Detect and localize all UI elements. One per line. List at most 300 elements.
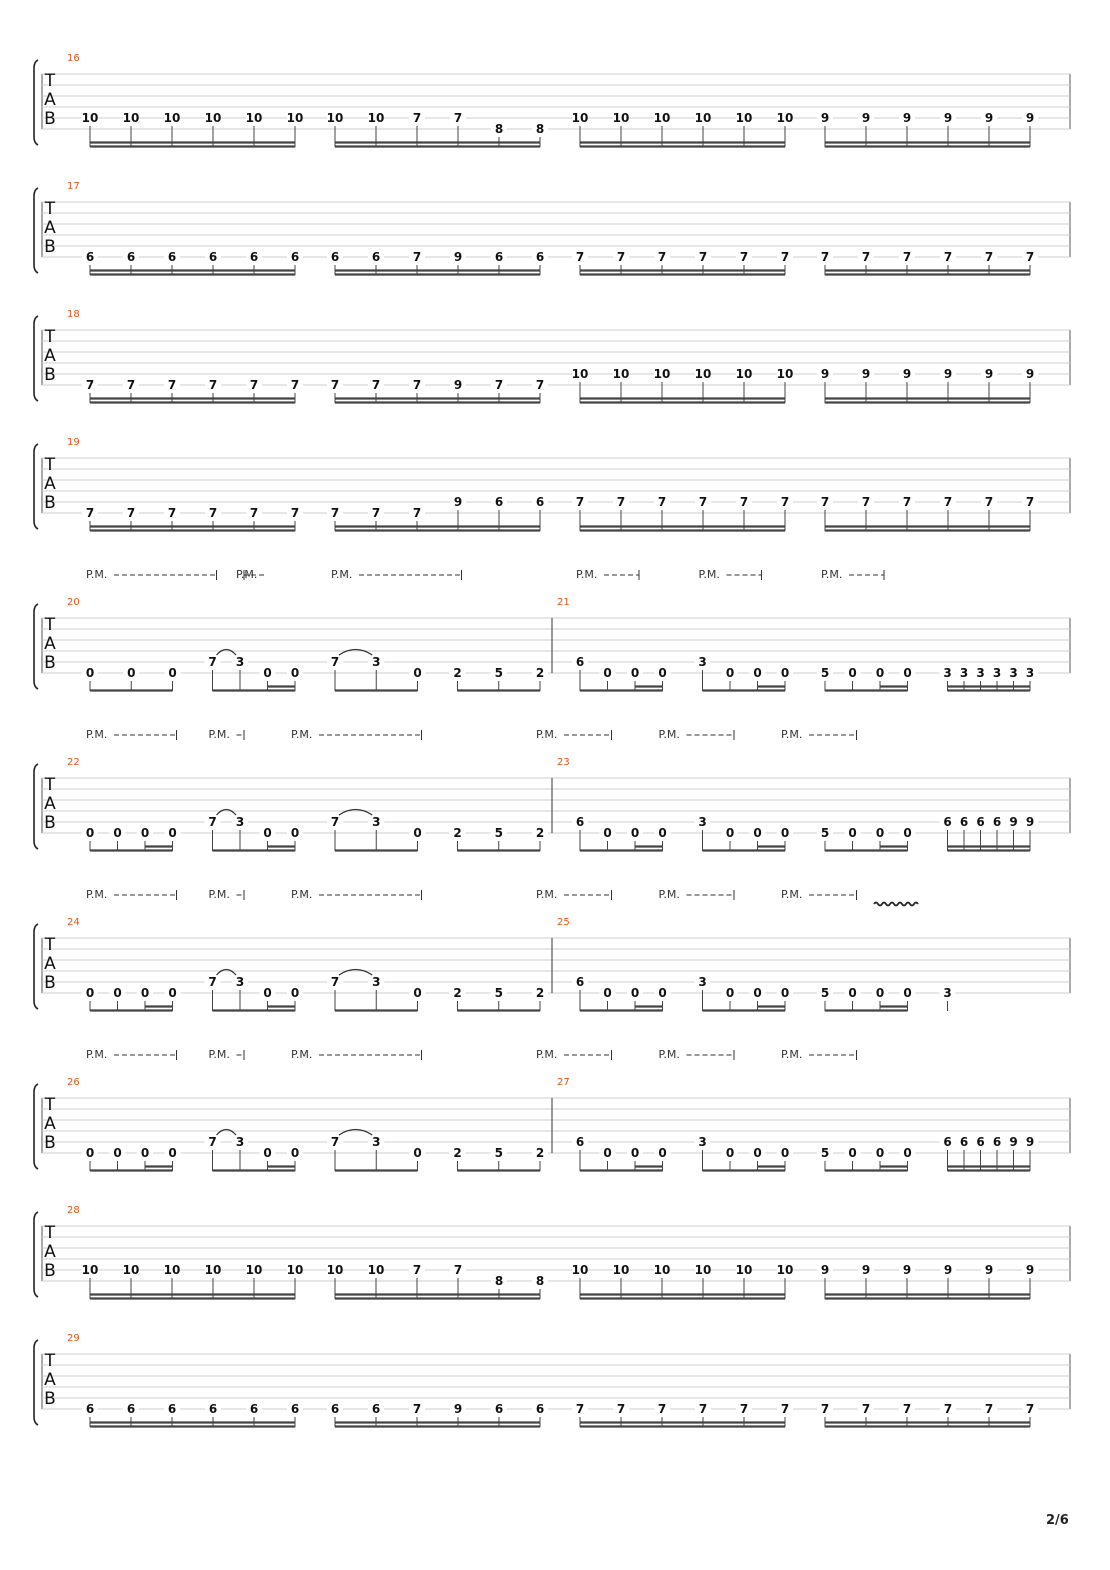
fret-number: 3 [1025,666,1035,680]
fret-number: 0 [413,666,422,680]
fret-number: 7 [412,250,422,264]
fret-number: 0 [85,986,95,1000]
system-bracket [34,444,38,529]
fret-number: 7 [575,250,585,264]
fret-number: 6 [494,250,504,264]
palm-mute-label: P.M. [236,568,258,581]
fret-number: 8 [535,122,545,136]
fret-number: 5 [820,666,830,680]
fret-number: 5 [820,826,830,840]
tie-arc [217,810,237,816]
tab-clef-letter: A [44,954,56,974]
fret-number: 0 [140,1146,150,1160]
tab-clef-letter: B [44,813,56,833]
measure-number: 17 [67,181,80,192]
fret-number: 3 [943,986,952,1000]
fret-number: 0 [85,666,95,680]
fret-number: 7 [616,495,626,509]
fret-number: 10 [571,367,589,381]
fret-number: 7 [657,250,667,264]
fret-number: 7 [412,506,422,520]
tab-clef-letter: A [44,1370,56,1390]
tab-clef-letter: B [44,109,56,129]
fret-number: 7 [861,495,871,509]
fret-number: 8 [535,1274,545,1288]
fret-number: 6 [535,250,545,264]
fret-number: 7 [330,655,340,669]
fret-number: 9 [984,367,994,381]
fret-number: 3 [1009,666,1018,680]
fret-number: 3 [976,666,985,680]
palm-mute-label: P.M. [208,728,230,741]
fret-number: 7 [780,495,790,509]
fret-number: 3 [235,975,245,989]
fret-number: 6 [976,1135,985,1149]
fret-number: 3 [372,815,381,829]
fret-number: 0 [413,1146,422,1160]
palm-mute-label: P.M. [291,1048,313,1061]
fret-number: 9 [861,111,871,125]
fret-number: 0 [263,1146,272,1160]
system-bracket [34,316,38,401]
tie-arc [339,810,372,816]
fret-number: 7 [85,378,95,392]
fret-number: 7 [575,495,585,509]
fret-number: 9 [984,111,994,125]
fret-number: 6 [959,1135,969,1149]
fret-number: 10 [81,1263,99,1277]
fret-number: 9 [1009,1135,1018,1149]
fret-number: 7 [494,378,504,392]
fret-number: 10 [122,1263,140,1277]
system-bracket [34,60,38,145]
fret-number: 0 [753,1146,762,1160]
tab-clef-letter: B [44,1133,56,1153]
fret-number: 0 [903,986,912,1000]
vibrato-mark [874,903,918,906]
fret-number: 10 [122,111,140,125]
fret-number: 10 [571,111,589,125]
fret-number: 7 [1025,495,1035,509]
fret-number: 9 [1025,1135,1035,1149]
fret-number: 6 [992,815,1002,829]
fret-number: 0 [413,826,422,840]
fret-number: 10 [367,1263,385,1277]
tie-arc [339,970,372,976]
tab-clef-letter: B [44,365,56,385]
fret-number: 7 [616,250,626,264]
fret-number: 9 [943,111,953,125]
tab-clef-letter: A [44,474,56,494]
measure-number: 16 [67,53,80,64]
fret-number: 6 [494,495,504,509]
fret-number: 3 [698,655,707,669]
fret-number: 7 [861,1402,871,1416]
tie-arc [217,970,237,976]
fret-number: 9 [861,1263,871,1277]
palm-mute-label: P.M. [698,568,720,581]
fret-number: 0 [875,1146,885,1160]
fret-number: 0 [753,666,762,680]
fret-number: 0 [658,986,667,1000]
fret-number: 6 [943,1135,952,1149]
tab-clef-letter: A [44,1114,56,1134]
fret-number: 7 [330,1135,340,1149]
fret-number: 3 [235,815,245,829]
fret-number: 7 [739,1402,749,1416]
fret-number: 6 [976,815,985,829]
fret-number: 7 [943,250,953,264]
fret-number: 0 [168,1146,177,1160]
fret-number: 7 [208,815,217,829]
fret-number: 6 [126,250,136,264]
fret-number: 9 [943,1263,953,1277]
fret-number: 0 [780,986,790,1000]
fret-number: 7 [208,378,218,392]
fret-number: 2 [453,1146,462,1160]
fret-number: 7 [535,378,545,392]
tab-clef-letter: T [44,1223,56,1243]
tab-clef-letter: T [44,455,56,475]
fret-number: 6 [371,250,381,264]
fret-number: 0 [725,1146,735,1160]
fret-number: 3 [943,666,952,680]
palm-mute-label: P.M. [208,1048,230,1061]
fret-number: 6 [535,1402,545,1416]
palm-mute-label: P.M. [208,888,230,901]
fret-number: 0 [168,666,177,680]
tab-clef-letter: T [44,935,56,955]
fret-number: 7 [208,975,217,989]
fret-number: 3 [372,975,381,989]
fret-number: 7 [371,506,381,520]
tab-clef-letter: T [44,1351,56,1371]
measure-number: 29 [67,1333,80,1344]
fret-number: 7 [943,495,953,509]
fret-number: 0 [780,666,790,680]
fret-number: 9 [1025,111,1035,125]
fret-number: 7 [820,495,830,509]
system-bracket [34,1212,38,1297]
palm-mute-label: P.M. [536,728,558,741]
fret-number: 0 [658,826,667,840]
fret-number: 6 [330,250,340,264]
fret-number: 8 [494,122,504,136]
fret-number: 7 [453,111,463,125]
fret-number: 7 [371,378,381,392]
fret-number: 10 [326,1263,344,1277]
tie-arc [339,1130,372,1136]
tab-clef-letter: T [44,71,56,91]
system-bracket [34,604,38,689]
fret-number: 2 [453,666,462,680]
fret-number: 0 [875,986,885,1000]
fret-number: 9 [1025,367,1035,381]
palm-mute-label: P.M. [291,888,313,901]
fret-number: 7 [984,250,994,264]
fret-number: 9 [453,1402,463,1416]
fret-number: 0 [848,1146,857,1160]
palm-mute-label: P.M. [821,568,843,581]
fret-number: 7 [780,250,790,264]
fret-number: 7 [902,495,912,509]
fret-number: 2 [453,986,462,1000]
measure-number: 20 [67,597,80,608]
fret-number: 0 [263,826,272,840]
fret-number: 10 [612,1263,630,1277]
fret-number: 7 [167,506,177,520]
tab-clef-letter: A [44,346,56,366]
fret-number: 0 [140,826,150,840]
fret-number: 2 [453,826,462,840]
fret-number: 2 [535,826,545,840]
fret-number: 0 [780,826,790,840]
measure-number: 19 [67,437,80,448]
fret-number: 7 [1025,1402,1035,1416]
palm-mute-label: P.M. [781,728,803,741]
fret-number: 9 [1025,815,1035,829]
fret-number: 3 [698,1135,707,1149]
fret-number: 0 [603,1146,612,1160]
tab-clef-letter: B [44,1389,56,1409]
fret-number: 9 [1025,1263,1035,1277]
fret-number: 6 [167,250,177,264]
fret-number: 0 [630,986,640,1000]
tab-clef-letter: A [44,1242,56,1262]
palm-mute-label: P.M. [658,888,680,901]
fret-number: 10 [735,111,753,125]
fret-number: 2 [535,666,545,680]
fret-number: 0 [290,666,300,680]
fret-number: 0 [603,666,612,680]
fret-number: 10 [735,367,753,381]
fret-number: 10 [653,367,671,381]
fret-number: 10 [245,1263,263,1277]
tab-clef-letter: T [44,199,56,219]
fret-number: 7 [126,378,136,392]
fret-number: 9 [453,378,463,392]
tab-clef-letter: A [44,90,56,110]
fret-number: 0 [630,1146,640,1160]
fret-number: 6 [575,815,585,829]
fret-number: 7 [698,250,708,264]
fret-number: 3 [959,666,969,680]
fret-number: 9 [943,367,953,381]
fret-number: 7 [616,1402,626,1416]
fret-number: 6 [959,815,969,829]
fret-number: 10 [694,111,712,125]
fret-number: 6 [494,1402,504,1416]
fret-number: 9 [820,1263,830,1277]
fret-number: 7 [698,495,708,509]
fret-number: 6 [575,1135,585,1149]
fret-number: 9 [902,111,912,125]
tab-clef-letter: T [44,327,56,347]
tab-clef-letter: B [44,237,56,257]
fret-number: 10 [571,1263,589,1277]
fret-number: 7 [330,378,340,392]
fret-number: 0 [658,1146,667,1160]
fret-number: 0 [875,826,885,840]
fret-number: 7 [208,1135,217,1149]
fret-number: 10 [776,111,794,125]
fret-number: 3 [698,815,707,829]
fret-number: 10 [694,367,712,381]
fret-number: 3 [372,655,381,669]
fret-number: 0 [603,986,612,1000]
fret-number: 0 [753,986,762,1000]
fret-number: 10 [367,111,385,125]
measure-number: 26 [67,1077,80,1088]
fret-number: 9 [820,367,830,381]
measure-number: 28 [67,1205,80,1216]
fret-number: 2 [535,986,545,1000]
fret-number: 10 [163,111,181,125]
fret-number: 0 [725,826,735,840]
fret-number: 7 [85,506,95,520]
fret-number: 10 [735,1263,753,1277]
palm-mute-label: P.M. [576,568,598,581]
fret-number: 5 [494,1146,503,1160]
palm-mute-label: P.M. [658,728,680,741]
fret-number: 7 [657,1402,667,1416]
page-number: 2/6 [1046,1513,1069,1528]
fret-number: 10 [286,1263,304,1277]
measure-number: 25 [557,917,570,928]
tab-clef-letter: A [44,794,56,814]
fret-number: 7 [330,815,340,829]
fret-number: 0 [85,826,95,840]
fret-number: 10 [653,111,671,125]
fret-number: 5 [820,986,830,1000]
fret-number: 6 [167,1402,177,1416]
tie-arc [217,650,237,656]
fret-number: 7 [984,495,994,509]
fret-number: 0 [725,666,735,680]
fret-number: 0 [290,1146,300,1160]
tab-clef-letter: A [44,218,56,238]
palm-mute-label: P.M. [781,1048,803,1061]
palm-mute-label: P.M. [536,888,558,901]
fret-number: 8 [494,1274,504,1288]
fret-number: 0 [263,666,272,680]
fret-number: 7 [208,506,218,520]
fret-number: 7 [575,1402,585,1416]
palm-mute-label: P.M. [86,1048,108,1061]
fret-number: 9 [902,367,912,381]
fret-number: 0 [903,1146,912,1160]
fret-number: 7 [330,506,340,520]
fret-number: 6 [85,1402,95,1416]
fret-number: 7 [126,506,136,520]
fret-number: 7 [820,250,830,264]
palm-mute-label: P.M. [781,888,803,901]
fret-number: 3 [698,975,707,989]
fret-number: 9 [861,367,871,381]
system-bracket [34,1084,38,1169]
fret-number: 6 [943,815,952,829]
fret-number: 10 [286,111,304,125]
fret-number: 0 [127,666,136,680]
fret-number: 7 [984,1402,994,1416]
tab-clef-letter: T [44,1095,56,1115]
fret-number: 9 [453,495,463,509]
fret-number: 6 [575,655,585,669]
fret-number: 6 [290,1402,300,1416]
fret-number: 0 [903,666,912,680]
fret-number: 0 [603,826,612,840]
fret-number: 7 [208,655,217,669]
measure-number: 27 [557,1077,570,1088]
fret-number: 7 [412,1402,422,1416]
fret-number: 0 [140,986,150,1000]
measure-number: 22 [67,757,80,768]
fret-number: 7 [820,1402,830,1416]
fret-number: 0 [113,1146,122,1160]
palm-mute-label: P.M. [331,568,353,581]
fret-number: 10 [204,1263,222,1277]
fret-number: 0 [263,986,272,1000]
fret-number: 10 [163,1263,181,1277]
measure-number: 21 [557,597,570,608]
fret-number: 6 [208,1402,218,1416]
fret-number: 0 [903,826,912,840]
tab-clef-letter: B [44,973,56,993]
fret-number: 0 [113,826,122,840]
fret-number: 6 [249,1402,259,1416]
fret-number: 6 [330,1402,340,1416]
fret-number: 3 [235,655,245,669]
measure-number: 24 [67,917,80,928]
tab-clef-letter: T [44,615,56,635]
fret-number: 6 [290,250,300,264]
fret-number: 0 [630,666,640,680]
fret-number: 7 [698,1402,708,1416]
fret-number: 6 [992,1135,1002,1149]
fret-number: 0 [85,1146,95,1160]
system-bracket [34,188,38,273]
fret-number: 10 [326,111,344,125]
fret-number: 7 [657,495,667,509]
fret-number: 3 [235,1135,245,1149]
fret-number: 7 [943,1402,953,1416]
fret-number: 7 [290,378,300,392]
fret-number: 7 [739,250,749,264]
fret-number: 10 [653,1263,671,1277]
fret-number: 7 [412,1263,422,1277]
fret-number: 7 [739,495,749,509]
system-bracket [34,1340,38,1425]
fret-number: 10 [776,1263,794,1277]
fret-number: 9 [984,1263,994,1277]
palm-mute-label: P.M. [536,1048,558,1061]
fret-number: 10 [694,1263,712,1277]
fret-number: 9 [453,250,463,264]
fret-number: 0 [725,986,735,1000]
fret-number: 7 [861,250,871,264]
fret-number: 0 [630,826,640,840]
fret-number: 10 [245,111,263,125]
fret-number: 7 [249,378,259,392]
fret-number: 0 [658,666,667,680]
fret-number: 0 [168,986,177,1000]
fret-number: 0 [753,826,762,840]
fret-number: 0 [875,666,885,680]
fret-number: 0 [168,826,177,840]
palm-mute-label: P.M. [86,888,108,901]
fret-number: 9 [820,111,830,125]
tie-arc [217,1130,237,1136]
